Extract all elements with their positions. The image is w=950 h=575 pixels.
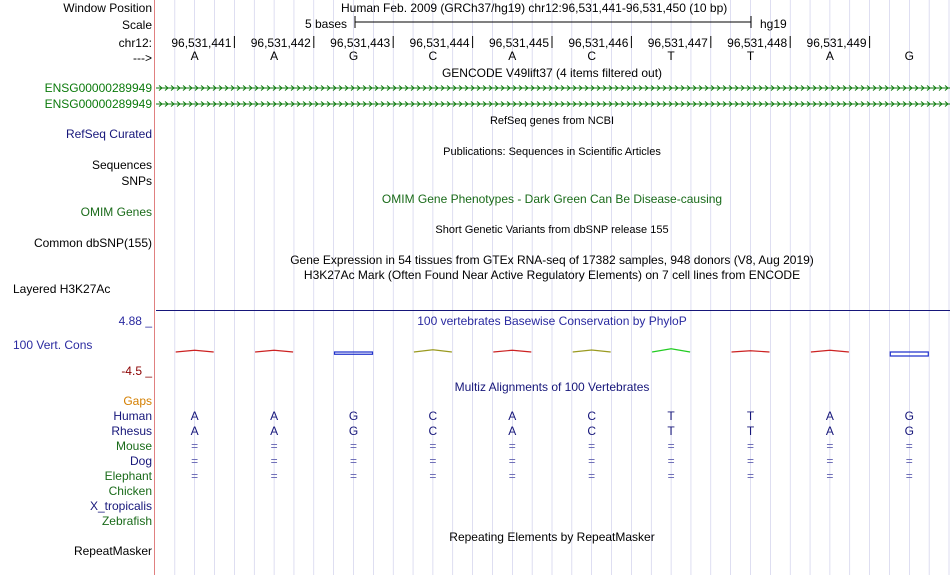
aligned-base: G (904, 409, 914, 423)
aligned-base: = (826, 439, 834, 453)
reference-base: G (348, 49, 359, 63)
aligned-base: = (349, 439, 358, 453)
aligned-base: = (905, 439, 913, 453)
aligned-base: = (429, 454, 437, 468)
aligned-base: = (508, 439, 516, 453)
reference-base: C (428, 49, 438, 63)
reference-base: A (270, 49, 279, 63)
aligned-base: T (667, 424, 675, 438)
conservation-min-label: -4.5 _ (121, 364, 152, 378)
gaps-label: Gaps (123, 394, 152, 408)
reference-base: A (825, 49, 834, 63)
aligned-base: = (429, 439, 437, 453)
conservation-max-label: 4.88 _ (118, 314, 152, 328)
aligned-base: T (746, 424, 755, 438)
gencode-track-title[interactable]: GENCODE V49lift37 (4 items filtered out) (441, 66, 663, 80)
assembly-position-title: Human Feb. 2009 (GRCh37/hg19) chr12:96,531,441-96,531,450 (10 bp) (341, 1, 728, 15)
coordinate-label: 96,531,449 (806, 36, 867, 50)
reference-base: T (746, 49, 755, 63)
multiz-track-title[interactable]: Multiz Alignments of 100 Vertebrates (454, 380, 650, 394)
refseq-track-label[interactable]: RefSeq Curated (65, 127, 152, 141)
strand-arrow-label: ---> (133, 51, 152, 65)
species-label[interactable]: Zebrafish (101, 514, 152, 528)
aligned-base: A (825, 409, 834, 423)
coordinate-label: 96,531,444 (409, 36, 470, 50)
gtex-track-title[interactable]: Gene Expression in 54 tissues from GTEx RNA-seq of 17382 samples, 948 donors (V8, Aug 2019) (290, 253, 814, 267)
omim-track-label[interactable]: OMIM Genes (80, 205, 152, 219)
aligned-base: A (270, 409, 279, 423)
aligned-base: C (428, 409, 438, 423)
aligned-base: A (190, 424, 199, 438)
scale-label: Scale (121, 18, 152, 32)
refseq-track-title[interactable]: RefSeq genes from NCBI (489, 115, 615, 127)
dbsnp-track-label[interactable]: Common dbSNP(155) (33, 236, 152, 250)
chrom-label: chr12: (118, 36, 152, 50)
conservation-track-title[interactable]: 100 vertebrates Basewise Conservation by PhyloP (417, 314, 687, 328)
species-label[interactable]: Chicken (108, 484, 152, 498)
coordinate-label: 96,531,442 (250, 36, 311, 50)
aligned-base: T (667, 409, 675, 423)
reference-base: A (508, 49, 517, 63)
aligned-base: = (191, 439, 199, 453)
scale-assembly: hg19 (760, 17, 787, 31)
aligned-base: A (508, 424, 517, 438)
aligned-base: = (508, 469, 516, 483)
aligned-base: = (826, 454, 834, 468)
repeatmasker-track-title[interactable]: Repeating Elements by RepeatMasker (449, 530, 655, 544)
sequences-track-label[interactable]: Sequences (91, 158, 152, 172)
scale-text: 5 bases (305, 17, 348, 31)
aligned-base: = (746, 469, 755, 483)
aligned-base: = (270, 469, 278, 483)
aligned-base: T (746, 409, 755, 423)
aligned-base: G (348, 424, 359, 438)
aligned-base: = (588, 454, 596, 468)
aligned-base: A (270, 424, 279, 438)
aligned-base: G (904, 424, 914, 438)
aligned-base: C (587, 424, 597, 438)
aligned-base: = (746, 454, 755, 468)
conservation-track-label[interactable]: 100 Vert. Cons (13, 338, 93, 352)
aligned-base: = (349, 469, 358, 483)
aligned-base: C (587, 409, 597, 423)
coordinate-label: 96,531,443 (330, 36, 391, 50)
aligned-base: = (588, 439, 596, 453)
coordinate-label: 96,531,446 (568, 36, 629, 50)
aligned-base: = (905, 469, 913, 483)
gencode-item-2[interactable]: ENSG00000289949 (44, 97, 152, 111)
reference-base: C (587, 49, 597, 63)
window-position-label: Window Position (63, 1, 152, 15)
h3k27ac-track-title[interactable]: H3K27Ac Mark (Often Found Near Active Regulatory Elements) on 7 cell lines from ENCODE (303, 268, 801, 282)
aligned-base: A (190, 409, 199, 423)
species-label[interactable]: Mouse (115, 439, 152, 453)
species-label[interactable]: Dog (129, 454, 152, 468)
aligned-base: = (667, 454, 675, 468)
coordinate-label: 96,531,441 (171, 36, 232, 50)
aligned-base: = (508, 454, 516, 468)
aligned-base: = (349, 454, 358, 468)
h3k27ac-track-label[interactable]: Layered H3K27Ac (13, 282, 111, 296)
aligned-base: = (667, 469, 675, 483)
aligned-base: = (191, 469, 199, 483)
aligned-base: = (588, 469, 596, 483)
aligned-base: = (667, 439, 675, 453)
aligned-base: = (429, 469, 437, 483)
coordinate-label: 96,531,448 (727, 36, 788, 50)
gencode-item-1[interactable]: ENSG00000289949 (44, 81, 152, 95)
species-label[interactable]: Elephant (104, 469, 152, 483)
publications-track-title[interactable]: Publications: Sequences in Scientific Articles (443, 146, 661, 158)
aligned-base: = (905, 454, 913, 468)
aligned-base: = (746, 439, 755, 453)
coordinate-label: 96,531,447 (647, 36, 708, 50)
aligned-base: = (191, 454, 199, 468)
omim-track-title[interactable]: OMIM Gene Phenotypes - Dark Green Can Be Disease-causing (381, 192, 723, 206)
reference-base: T (667, 49, 675, 63)
dbsnp-track-title[interactable]: Short Genetic Variants from dbSNP release 155 (435, 224, 669, 236)
reference-base: A (190, 49, 199, 63)
gencode-gene-features (156, 86, 950, 107)
snps-track-label[interactable]: SNPs (121, 174, 152, 188)
species-label[interactable]: Rhesus (111, 424, 152, 438)
aligned-base: G (348, 409, 359, 423)
repeatmasker-track-label[interactable]: RepeatMasker (73, 544, 152, 558)
reference-base: G (904, 49, 914, 63)
species-label[interactable]: X_tropicalis (89, 499, 152, 513)
aligned-base: C (428, 424, 438, 438)
aligned-base: = (826, 469, 834, 483)
species-label[interactable]: Human (113, 409, 152, 423)
coordinate-label: 96,531,445 (488, 36, 549, 50)
aligned-base: A (825, 424, 834, 438)
aligned-base: = (270, 454, 278, 468)
aligned-base: A (508, 409, 517, 423)
aligned-base: = (270, 439, 278, 453)
